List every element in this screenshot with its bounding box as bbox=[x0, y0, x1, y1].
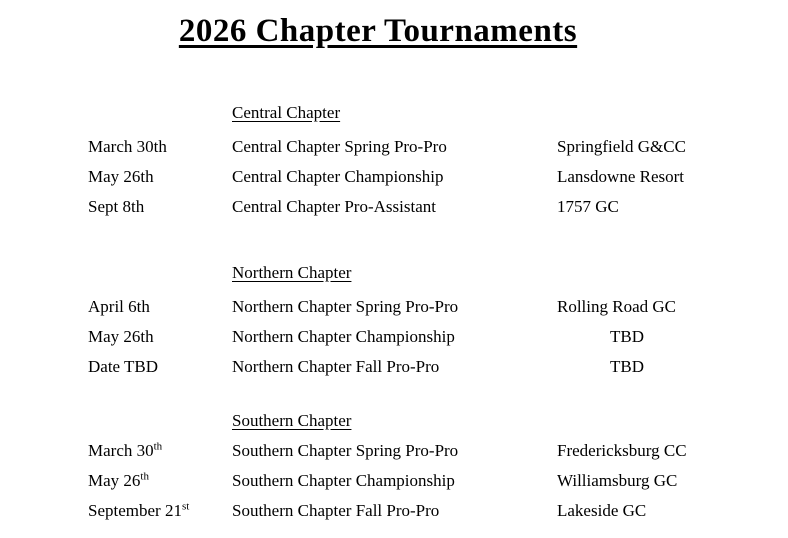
tournament-name: Northern Chapter Fall Pro-Pro bbox=[232, 357, 440, 376]
tournament-row bbox=[88, 352, 768, 382]
tournament-row bbox=[88, 322, 768, 352]
date-text: September 21 bbox=[88, 501, 182, 520]
date-text: May 26 bbox=[88, 471, 141, 490]
section-central-chapter bbox=[88, 98, 768, 222]
tournament-name: Southern Chapter Championship bbox=[232, 471, 455, 490]
section-heading: Southern Chapter bbox=[232, 411, 352, 430]
tournament-name: Northern Chapter Spring Pro-Pro bbox=[232, 297, 459, 316]
section-heading-row bbox=[232, 406, 768, 436]
tournament-date: Date TBD bbox=[88, 357, 159, 376]
tournament-date bbox=[88, 436, 232, 466]
tournament-date: April 6th bbox=[88, 297, 150, 316]
tournament-row bbox=[88, 496, 768, 526]
section-heading-row bbox=[232, 98, 768, 128]
tournament-date: May 26th bbox=[88, 167, 154, 186]
tournament-date bbox=[88, 466, 232, 496]
tournament-name: Central Chapter Spring Pro-Pro bbox=[232, 137, 447, 156]
tournament-date: March 30th bbox=[88, 137, 167, 156]
section-heading: Northern Chapter bbox=[232, 263, 352, 282]
tournament-venue: Rolling Road GC bbox=[557, 297, 677, 316]
date-ordinal-suffix: st bbox=[181, 500, 190, 513]
tournament-date bbox=[88, 496, 232, 526]
tournament-row bbox=[88, 436, 768, 466]
tournament-row bbox=[88, 162, 768, 192]
tournament-venue: Lakeside GC bbox=[557, 501, 647, 520]
tournament-row bbox=[88, 132, 768, 162]
page-title: 2026 Chapter Tournaments bbox=[178, 13, 578, 49]
tournament-name: Central Chapter Pro-Assistant bbox=[232, 197, 436, 216]
tournament-list bbox=[0, 98, 788, 526]
tournament-venue: Lansdowne Resort bbox=[557, 167, 685, 186]
tournament-venue: TBD bbox=[610, 327, 644, 346]
tournament-venue: Springfield G&CC bbox=[557, 137, 686, 156]
tournament-venue: 1757 GC bbox=[557, 197, 619, 216]
tournament-row bbox=[88, 466, 768, 496]
tournament-venue: Fredericksburg CC bbox=[557, 441, 687, 460]
tournament-name: Southern Chapter Fall Pro-Pro bbox=[232, 501, 440, 520]
tournament-venue: Williamsburg GC bbox=[557, 471, 678, 490]
date-ordinal-suffix: th bbox=[153, 440, 163, 453]
date-text: March 30 bbox=[88, 441, 154, 460]
section-southern-chapter bbox=[88, 406, 768, 526]
section-heading: Central Chapter bbox=[232, 103, 341, 122]
tournament-name: Northern Chapter Championship bbox=[232, 327, 455, 346]
tournament-row bbox=[88, 192, 768, 222]
section-northern-chapter bbox=[88, 258, 768, 382]
tournament-name: Central Chapter Championship bbox=[232, 167, 444, 186]
section-heading-row bbox=[232, 258, 768, 288]
tournament-name: Southern Chapter Spring Pro-Pro bbox=[232, 441, 459, 460]
tournament-date: Sept 8th bbox=[88, 197, 145, 216]
date-ordinal-suffix: th bbox=[140, 470, 149, 483]
tournament-venue: TBD bbox=[610, 357, 644, 376]
tournament-row bbox=[88, 292, 768, 322]
tournament-date: May 26th bbox=[88, 327, 154, 346]
